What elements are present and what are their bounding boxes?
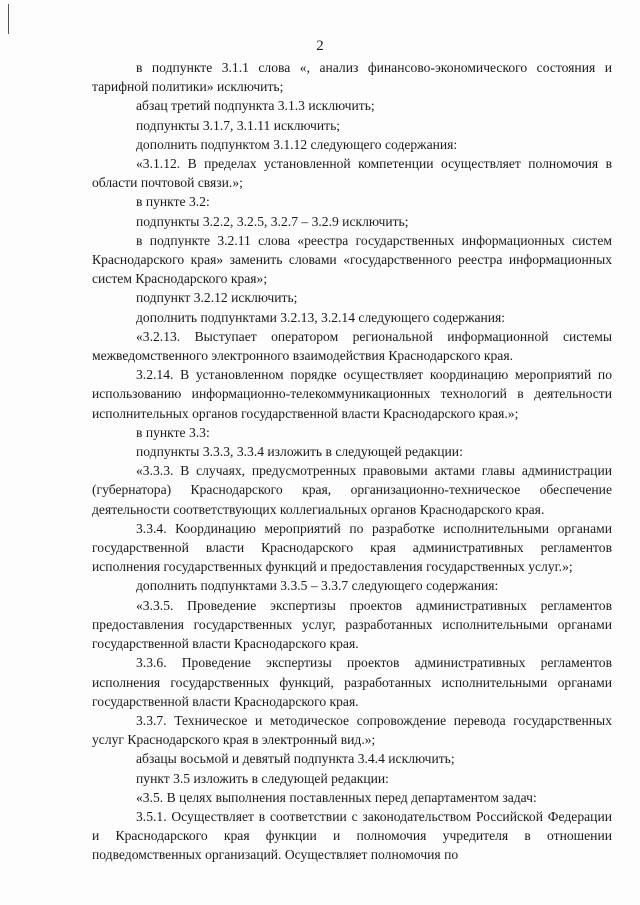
page-number: 2 [316, 38, 324, 54]
paragraph: абзацы восьмой и девятый подпункта 3.4.4 исключить; [136, 751, 455, 767]
paragraph: 3.2.14. В установленном порядке осуществляет координацию мероприятий по использованию информационно-телекоммуникационных технологий в деятельности исполнительных органов государственной власти Краснодарского края.»; [92, 367, 612, 421]
margin-mark [8, 4, 9, 34]
paragraph: пункт 3.5 изложить в следующей редакции: [136, 770, 389, 786]
paragraph: дополнить подпунктом 3.1.12 следующего содержания: [136, 136, 458, 152]
paragraph: «3.3.5. Проведение экспертизы проектов административных регламентов предоставления государственных услуг, разработанных исполнительными органами государственной власти Краснодарского края. [92, 597, 612, 652]
paragraph: подпункты 3.3.3, 3.3.4 изложить в следующей редакции: [136, 444, 463, 460]
paragraph: подпункт 3.2.12 исключить; [136, 290, 298, 306]
paragraph: 3.3.4. Координацию мероприятий по разработке исполнительными органами государственной власти Краснодарского края административных регламентов исполнения государственных функций и предоставления государственных услуг.»; [92, 520, 612, 575]
paragraph: подпункты 3.1.7, 3.1.11 исключить; [136, 117, 341, 133]
paragraph: абзац третий подпункта 3.1.3 исключить; [136, 98, 375, 114]
paragraph: 3.3.7. Техническое и методическое сопровождение перевода государственных услуг Краснодарского края в электронный вид.»; [92, 712, 612, 748]
paragraph: подпункты 3.2.2, 3.2.5, 3.2.7 – 3.2.9 исключить; [136, 213, 409, 229]
paragraph: в пункте 3.3: [136, 424, 210, 440]
document-body [92, 58, 612, 865]
paragraph: дополнить подпунктами 3.2.13, 3.2.14 следующего содержания: [136, 309, 506, 325]
paragraph: 3.3.6. Проведение экспертизы проектов административных регламентов исполнения государственных функций, разработанных исполнительными органами государственной власти Краснодарского края. [92, 655, 612, 709]
paragraph: «3.3.3. В случаях, предусмотренных правовыми актами главы администрации (губернатора) Краснодарского края, организационно-техническое обеспечение деятельности соответствующих коллегиальных органов Краснодарского края. [92, 463, 612, 517]
paragraph: 3.5.1. Осуществляет в соответствии с законодательством Российской Федерации и Краснодарского края функции и полномочия учредителя в отношении подведомственных организаций. Осуществляет полномочия по [92, 808, 612, 863]
paragraph: «3.2.13. Выступает оператором региональной информационной системы межведомственного электронного взаимодействия Краснодарского края. [92, 328, 612, 364]
paragraph: «3.5. В целях выполнения поставленных перед департаментом задач: [136, 789, 537, 805]
paragraph: в подпункте 3.1.1 слова «, анализ финансово-экономического состояния и тарифной политики» исключить; [92, 60, 612, 95]
paragraph: «3.1.12. В пределах установленной компетенции осуществляет полномочия в области почтовой связи.»; [92, 156, 612, 191]
paragraph: в пункте 3.2: [136, 194, 210, 210]
paragraph: в подпункте 3.2.11 слова «реестра государственных информационных систем Краснодарского края» заменить словами «государственного реестра информационных систем Краснодарского края»; [92, 232, 612, 287]
paragraph: дополнить подпунктами 3.3.5 – 3.3.7 следующего содержания: [136, 578, 499, 594]
